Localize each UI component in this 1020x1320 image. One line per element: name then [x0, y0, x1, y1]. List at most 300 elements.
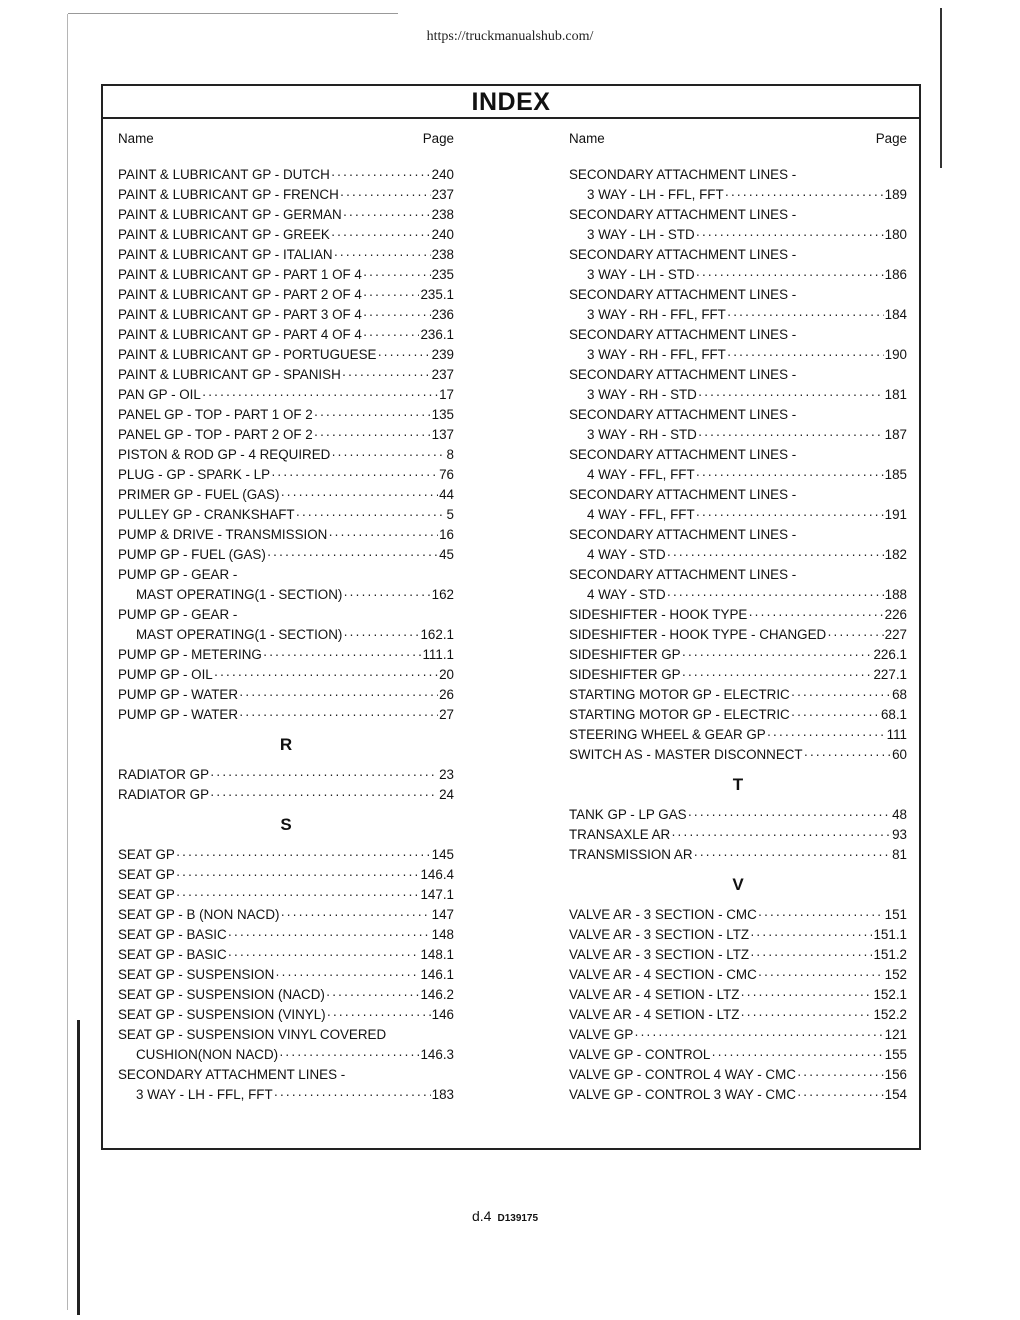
entry-page: 26 — [439, 687, 454, 702]
section-letter: S — [280, 815, 292, 834]
dot-leader — [682, 665, 873, 685]
dot-leader — [202, 385, 438, 405]
index-entry — [118, 705, 454, 725]
dot-leader — [377, 345, 430, 365]
index-entry-heading — [569, 245, 907, 265]
entry-page: 185 — [884, 467, 907, 482]
entry-name: SECONDARY ATTACHMENT LINES - — [569, 207, 797, 222]
index-entry-heading — [569, 405, 907, 425]
dot-leader — [331, 445, 445, 465]
dot-leader — [239, 705, 438, 725]
entry-page: 237 — [431, 367, 454, 382]
entry-name: PUMP GP - WATER — [118, 707, 239, 722]
index-entry — [118, 525, 454, 545]
entry-name: STEERING WHEEL & GEAR GP — [569, 727, 766, 742]
entry-page: 183 — [431, 1087, 454, 1102]
index-entry — [118, 625, 454, 645]
entry-name: MAST OPERATING(1 - SECTION) — [136, 587, 343, 602]
page-footer — [472, 1208, 538, 1224]
dot-leader — [671, 825, 891, 845]
name-header: Name — [569, 131, 605, 146]
index-entry-heading — [569, 285, 907, 305]
entry-page: 189 — [884, 187, 907, 202]
entry-name: MAST OPERATING(1 - SECTION) — [136, 627, 343, 642]
dot-leader — [296, 505, 446, 525]
entry-name: 3 WAY - LH - STD — [587, 227, 695, 242]
index-entry-heading — [569, 325, 907, 345]
index-entry-heading — [569, 445, 907, 465]
entry-name: SIDESHIFTER - HOOK TYPE - CHANGED — [569, 627, 827, 642]
entry-page: 191 — [884, 507, 907, 522]
entry-name: VALVE AR - 3 SECTION - CMC — [569, 907, 757, 922]
entry-name: SIDESHIFTER GP — [569, 667, 681, 682]
entry-name: SECONDARY ATTACHMENT LINES - — [569, 447, 797, 462]
index-entry — [569, 945, 907, 965]
entry-name: 3 WAY - RH - STD — [587, 387, 697, 402]
scan-edge-top — [68, 13, 398, 14]
dot-leader — [696, 225, 884, 245]
index-entry — [569, 665, 907, 685]
dot-leader — [363, 285, 420, 305]
index-entry — [569, 985, 907, 1005]
index-entry — [569, 465, 907, 485]
index-entry — [118, 765, 454, 785]
entry-page: 27 — [439, 707, 454, 722]
entry-page: 237 — [431, 187, 454, 202]
dot-leader — [767, 725, 886, 745]
index-entry — [569, 505, 907, 525]
entry-page: 151.1 — [873, 927, 907, 942]
entry-name: PAINT & LUBRICANT GP - PART 4 OF 4 — [118, 327, 362, 342]
index-entry — [569, 725, 907, 745]
index-entry — [118, 365, 454, 385]
index-entry — [569, 1025, 907, 1045]
entry-name: TANK GP - LP GAS — [569, 807, 687, 822]
index-entry — [569, 845, 907, 865]
dot-leader — [804, 745, 891, 765]
entry-name: 4 WAY - STD — [587, 547, 666, 562]
entry-name: RADIATOR GP — [118, 767, 210, 782]
dot-leader — [696, 505, 884, 525]
dot-leader — [791, 705, 880, 725]
entry-name: STARTING MOTOR GP - ELECTRIC — [569, 687, 790, 702]
index-entry-heading — [569, 165, 907, 185]
index-entry — [118, 385, 454, 405]
entry-page: 145 — [431, 847, 454, 862]
dot-leader — [334, 245, 431, 265]
dot-leader — [214, 665, 438, 685]
dot-leader — [694, 845, 892, 865]
entry-page: 187 — [884, 427, 907, 442]
entry-name: PUMP GP - OIL — [118, 667, 213, 682]
entry-name: PAINT & LUBRICANT GP - PORTUGUESE — [118, 347, 377, 362]
dot-leader — [340, 185, 431, 205]
entry-name: SEAT GP - BASIC — [118, 947, 227, 962]
entry-page: 152.1 — [873, 987, 907, 1002]
right-index-list — [569, 165, 907, 1105]
entry-name: SEAT GP — [118, 887, 175, 902]
entry-page: 24 — [439, 787, 454, 802]
entry-name: PAINT & LUBRICANT GP - GREEK — [118, 227, 330, 242]
entry-page: 238 — [431, 207, 454, 222]
entry-name: 4 WAY - FFL, FFT — [587, 507, 695, 522]
entry-page: 111 — [886, 727, 907, 742]
index-entry-heading — [569, 365, 907, 385]
entry-page: 45 — [439, 547, 454, 562]
entry-name: 3 WAY - RH - FFL, FFT — [587, 307, 726, 322]
index-entry — [118, 445, 454, 465]
index-entry — [118, 905, 454, 925]
index-entry — [569, 625, 907, 645]
dot-leader — [363, 325, 420, 345]
entry-page: 182 — [884, 547, 907, 562]
entry-name: PUMP GP - METERING — [118, 647, 262, 662]
index-entry — [569, 745, 907, 765]
entry-page: 93 — [892, 827, 907, 842]
entry-name: RADIATOR GP — [118, 787, 210, 802]
entry-name: VALVE AR - 3 SECTION - LTZ — [569, 947, 750, 962]
entry-page: 5 — [446, 507, 454, 522]
entry-page: 111.1 — [422, 647, 454, 662]
entry-page: 235.1 — [420, 287, 454, 302]
entry-name: SECONDARY ATTACHMENT LINES - — [569, 167, 797, 182]
dot-leader — [343, 625, 419, 645]
entry-name: 3 WAY - LH - STD — [587, 267, 695, 282]
index-entry — [118, 485, 454, 505]
index-entry — [118, 585, 454, 605]
entry-page: 240 — [431, 167, 454, 182]
document-code: D139175 — [497, 1213, 539, 1224]
entry-page: 227.1 — [873, 667, 907, 682]
entry-name: SEAT GP - BASIC — [118, 927, 227, 942]
index-entry — [569, 965, 907, 985]
entry-name: 3 WAY - RH - FFL, FFT — [587, 347, 726, 362]
index-entry — [118, 265, 454, 285]
index-entry — [569, 545, 907, 565]
dot-leader — [696, 265, 884, 285]
entry-name: PUMP GP - WATER — [118, 687, 239, 702]
entry-page: 238 — [431, 247, 454, 262]
dot-leader — [682, 645, 873, 665]
index-entry — [118, 885, 454, 905]
entry-name: SECONDARY ATTACHMENT LINES - — [569, 327, 797, 342]
section-letter: V — [732, 875, 744, 894]
entry-name: VALVE GP - CONTROL 4 WAY - CMC — [569, 1067, 796, 1082]
dot-leader — [363, 265, 431, 285]
entry-page: 151.2 — [873, 947, 907, 962]
entry-page: 68.1 — [880, 707, 907, 722]
dot-leader — [176, 865, 420, 885]
entry-page: 155 — [884, 1047, 907, 1062]
entry-name: PUMP GP - GEAR - — [118, 607, 238, 622]
dot-leader — [740, 985, 872, 1005]
index-entry — [569, 605, 907, 625]
entry-name: SECONDARY ATTACHMENT LINES - — [569, 527, 797, 542]
index-entry — [569, 705, 907, 725]
entry-name: PUMP GP - FUEL (GAS) — [118, 547, 266, 562]
entry-name: VALVE AR - 4 SETION - LTZ — [569, 987, 740, 1002]
entry-page: 235 — [431, 267, 454, 282]
entry-name: SECONDARY ATTACHMENT LINES - — [569, 287, 797, 302]
entry-page: 226 — [884, 607, 907, 622]
dot-leader — [210, 765, 438, 785]
dot-leader — [263, 645, 422, 665]
dot-leader — [363, 305, 431, 325]
entry-page: 146.4 — [420, 867, 454, 882]
dot-leader — [176, 845, 431, 865]
dot-leader — [698, 385, 884, 405]
index-entry — [569, 805, 907, 825]
entry-page: 146.3 — [420, 1047, 454, 1062]
dot-leader — [727, 305, 884, 325]
dot-leader — [711, 1045, 883, 1065]
dot-leader — [271, 465, 438, 485]
index-entry — [569, 1005, 907, 1025]
scan-edge-left — [67, 14, 68, 1310]
index-entry — [569, 385, 907, 405]
entry-name: PAINT & LUBRICANT GP - PART 1 OF 4 — [118, 267, 362, 282]
index-entry — [569, 185, 907, 205]
entry-name: 4 WAY - STD — [587, 587, 666, 602]
page-header: Page — [875, 131, 907, 146]
title-bar — [103, 86, 919, 119]
entry-name: SECONDARY ATTACHMENT LINES - — [569, 407, 797, 422]
entry-name: PAINT & LUBRICANT GP - FRENCH — [118, 187, 339, 202]
index-frame — [101, 84, 921, 1150]
entry-name: PUMP GP - GEAR - — [118, 567, 238, 582]
entry-name: PAINT & LUBRICANT GP - ITALIAN — [118, 247, 333, 262]
entry-name: PULLEY GP - CRANKSHAFT — [118, 507, 295, 522]
entry-page: 186 — [884, 267, 907, 282]
entry-name: VALVE AR - 4 SETION - LTZ — [569, 1007, 740, 1022]
dot-leader — [698, 425, 884, 445]
entry-name: PUMP & DRIVE - TRANSMISSION — [118, 527, 328, 542]
dot-leader — [750, 945, 872, 965]
index-entry — [118, 985, 454, 1005]
dot-leader — [758, 965, 884, 985]
entry-name: 3 WAY - LH - FFL, FFT — [587, 187, 724, 202]
index-entry — [118, 205, 454, 225]
entry-page: 152 — [884, 967, 907, 982]
index-entry — [118, 285, 454, 305]
index-entry — [118, 945, 454, 965]
dot-leader — [696, 465, 884, 485]
entry-name: VALVE AR - 4 SECTION - CMC — [569, 967, 757, 982]
index-entry — [118, 665, 454, 685]
entry-page: 239 — [431, 347, 454, 362]
index-entry — [118, 345, 454, 365]
entry-page: 146.1 — [420, 967, 454, 982]
index-entry — [118, 645, 454, 665]
entry-name: SEAT GP - B (NON NACD) — [118, 907, 280, 922]
dot-leader — [328, 525, 438, 545]
entry-name: CUSHION(NON NACD) — [136, 1047, 279, 1062]
index-entry — [569, 1045, 907, 1065]
index-entry — [569, 685, 907, 705]
dot-leader — [274, 1085, 431, 1105]
entry-page: 154 — [884, 1087, 907, 1102]
entry-name: SECONDARY ATTACHMENT LINES - — [118, 1067, 346, 1082]
index-entry-heading — [118, 565, 454, 585]
dot-leader — [342, 365, 431, 385]
dot-leader — [727, 345, 884, 365]
entry-name: PAINT & LUBRICANT GP - SPANISH — [118, 367, 341, 382]
entry-page: 17 — [439, 387, 454, 402]
dot-leader — [314, 405, 431, 425]
dot-leader — [740, 1005, 872, 1025]
entry-name: SIDESHIFTER GP — [569, 647, 681, 662]
page-title: INDEX — [471, 88, 551, 116]
entry-page: 190 — [884, 347, 907, 362]
page-header: Page — [422, 131, 454, 146]
dot-leader — [343, 585, 430, 605]
index-entry — [569, 1065, 907, 1085]
index-entry — [118, 925, 454, 945]
entry-name: PANEL GP - TOP - PART 1 OF 2 — [118, 407, 313, 422]
entry-name: TRANSMISSION AR — [569, 847, 693, 862]
entry-page: 188 — [884, 587, 907, 602]
index-entry — [118, 785, 454, 805]
index-entry — [118, 965, 454, 985]
entry-page: 81 — [892, 847, 907, 862]
index-entry-heading — [569, 485, 907, 505]
entry-page: 162.1 — [420, 627, 454, 642]
entry-name: SECONDARY ATTACHMENT LINES - — [569, 487, 797, 502]
entry-page: 23 — [439, 767, 454, 782]
entry-name: SEAT GP — [118, 847, 175, 862]
entry-page: 148.1 — [420, 947, 454, 962]
entry-name: SECONDARY ATTACHMENT LINES - — [569, 567, 797, 582]
entry-name: 3 WAY - LH - FFL, FFT — [136, 1087, 273, 1102]
index-entry — [118, 1005, 454, 1025]
index-entry — [118, 865, 454, 885]
index-entry — [569, 645, 907, 665]
dot-leader — [758, 905, 884, 925]
dot-leader — [331, 225, 431, 245]
entry-page: 60 — [892, 747, 907, 762]
index-entry — [118, 1045, 454, 1065]
entry-name: SECONDARY ATTACHMENT LINES - — [569, 247, 797, 262]
entry-name: PAINT & LUBRICANT GP - DUTCH — [118, 167, 330, 182]
index-entry — [569, 825, 907, 845]
entry-name: PAINT & LUBRICANT GP - PART 3 OF 4 — [118, 307, 362, 322]
page-number: d.4 — [472, 1208, 492, 1224]
entry-name: PLUG - GP - SPARK - LP — [118, 467, 271, 482]
entry-name: PRIMER GP - FUEL (GAS) — [118, 487, 280, 502]
entry-page: 181 — [884, 387, 907, 402]
entry-page: 121 — [884, 1027, 907, 1042]
entry-page: 148 — [431, 927, 454, 942]
entry-name: PAN GP - OIL — [118, 387, 201, 402]
entry-page: 162 — [431, 587, 454, 602]
entry-name: SEAT GP - SUSPENSION (VINYL) — [118, 1007, 326, 1022]
entry-page: 151 — [884, 907, 907, 922]
entry-page: 44 — [439, 487, 454, 502]
index-entry-heading — [569, 525, 907, 545]
index-entry — [118, 465, 454, 485]
entry-name: SIDESHIFTER - HOOK TYPE — [569, 607, 748, 622]
dot-leader — [314, 425, 431, 445]
index-entry — [569, 345, 907, 365]
entry-page: 236 — [431, 307, 454, 322]
index-entry — [118, 405, 454, 425]
dot-leader — [750, 925, 872, 945]
left-index-list — [118, 165, 454, 1105]
index-entry-heading — [118, 1025, 454, 1045]
entry-name: PISTON & ROD GP - 4 REQUIRED — [118, 447, 331, 462]
dot-leader — [688, 805, 892, 825]
index-entry — [569, 1085, 907, 1105]
dot-leader — [667, 585, 884, 605]
index-entry — [118, 225, 454, 245]
dot-leader — [725, 185, 884, 205]
dot-leader — [176, 885, 420, 905]
dot-leader — [279, 1045, 419, 1065]
index-entry-heading — [569, 565, 907, 585]
entry-name: PAINT & LUBRICANT GP - GERMAN — [118, 207, 342, 222]
entry-page: 76 — [439, 467, 454, 482]
entry-page: 152.2 — [873, 1007, 907, 1022]
dot-leader — [797, 1085, 884, 1105]
right-column-header — [569, 131, 907, 151]
entry-name: SEAT GP - SUSPENSION (NACD) — [118, 987, 325, 1002]
entry-page: 236.1 — [420, 327, 454, 342]
section-letter: T — [732, 775, 744, 794]
index-entry — [118, 325, 454, 345]
dot-leader — [267, 545, 438, 565]
dot-leader — [210, 785, 438, 805]
entry-name: VALVE GP - CONTROL 3 WAY - CMC — [569, 1087, 796, 1102]
entry-name: VALVE AR - 3 SECTION - LTZ — [569, 927, 750, 942]
dot-leader — [280, 485, 438, 505]
entry-page: 184 — [884, 307, 907, 322]
dot-leader — [667, 545, 884, 565]
entry-page: 20 — [439, 667, 454, 682]
dot-leader — [331, 165, 431, 185]
entry-name: STARTING MOTOR GP - ELECTRIC — [569, 707, 790, 722]
entry-page: 135 — [431, 407, 454, 422]
dot-leader — [326, 985, 420, 1005]
entry-page: 180 — [884, 227, 907, 242]
dot-leader — [748, 605, 883, 625]
index-entry — [569, 425, 907, 445]
left-column-header — [118, 131, 454, 151]
entry-name: 4 WAY - FFL, FFT — [587, 467, 695, 482]
entry-page: 147.1 — [420, 887, 454, 902]
index-entry — [118, 505, 454, 525]
index-entry — [118, 1085, 454, 1105]
section-letter: R — [279, 735, 293, 754]
dot-leader — [797, 1065, 884, 1085]
entry-name: SEAT GP - SUSPENSION VINYL COVERED — [118, 1027, 387, 1042]
index-entry — [569, 305, 907, 325]
entry-name: 3 WAY - RH - STD — [587, 427, 697, 442]
index-entry — [118, 305, 454, 325]
entry-name: SEAT GP - SUSPENSION — [118, 967, 275, 982]
entry-page: 227 — [884, 627, 907, 642]
entry-name: PANEL GP - TOP - PART 2 OF 2 — [118, 427, 313, 442]
index-entry — [569, 585, 907, 605]
entry-name: VALVE GP - CONTROL — [569, 1047, 711, 1062]
entry-page: 16 — [439, 527, 454, 542]
entry-page: 156 — [884, 1067, 907, 1082]
dot-leader — [343, 205, 431, 225]
entry-name: SEAT GP — [118, 867, 175, 882]
index-entry — [569, 905, 907, 925]
dot-leader — [634, 1025, 883, 1045]
dot-leader — [827, 625, 883, 645]
dot-leader — [275, 965, 419, 985]
